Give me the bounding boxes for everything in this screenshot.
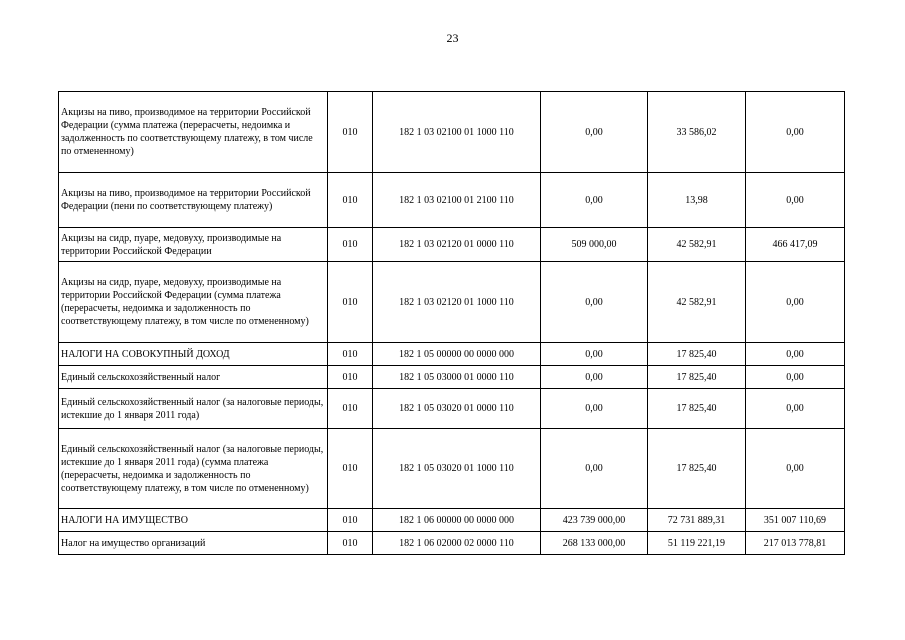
income-name-cell: Акцизы на сидр, пуаре, медовуху, производимые на территории Российской Федерации (сумма платежа (перерасчеты, недоимка и задолженность по соответствующему платежу, в том числе по отмененному) (59, 262, 328, 343)
executed-amount-cell: 33 586,02 (648, 92, 746, 173)
budget-classification-code-cell: 182 1 05 03020 01 0000 110 (373, 389, 541, 429)
page-number: 23 (446, 31, 459, 45)
executed-amount-cell: 17 825,40 (648, 366, 746, 389)
budget-classification-code-cell: 182 1 03 02120 01 1000 110 (373, 262, 541, 343)
line-code-cell: 010 (328, 228, 373, 262)
income-name-cell: Единый сельскохозяйственный налог (59, 366, 328, 389)
income-name-cell: НАЛОГИ НА ИМУЩЕСТВО (59, 509, 328, 532)
approved-amount-cell: 0,00 (541, 429, 648, 509)
income-name-cell: Акцизы на пиво, производимое на территории Российской Федерации (сумма платежа (перерасчеты, недоимка и задолженность по соответствующему платежу, в том числе по отмененному) (59, 92, 328, 173)
executed-amount-cell: 42 582,91 (648, 228, 746, 262)
line-code-cell: 010 (328, 262, 373, 343)
budget-classification-code-cell: 182 1 06 00000 00 0000 000 (373, 509, 541, 532)
unexecuted-amount-cell: 0,00 (746, 343, 845, 366)
income-name-cell: НАЛОГИ НА СОВОКУПНЫЙ ДОХОД (59, 343, 328, 366)
income-name-cell: Единый сельскохозяйственный налог (за налоговые периоды, истекшие до 1 января 2011 года) (сумма платежа (перерасчеты, недоимка и задолженность по соответствующему платежу, в том числе по отмененному) (59, 429, 328, 509)
table-row (59, 532, 845, 555)
unexecuted-amount-cell: 0,00 (746, 366, 845, 389)
income-name-cell: Налог на имущество организаций (59, 532, 328, 555)
table-row (59, 343, 845, 366)
approved-amount-cell: 268 133 000,00 (541, 532, 648, 555)
line-code-cell: 010 (328, 343, 373, 366)
income-name-cell: Единый сельскохозяйственный налог (за налоговые периоды, истекшие до 1 января 2011 года) (59, 389, 328, 429)
budget-classification-code-cell: 182 1 03 02100 01 2100 110 (373, 173, 541, 228)
unexecuted-amount-cell: 0,00 (746, 173, 845, 228)
executed-amount-cell: 17 825,40 (648, 389, 746, 429)
unexecuted-amount-cell: 217 013 778,81 (746, 532, 845, 555)
approved-amount-cell: 0,00 (541, 366, 648, 389)
budget-classification-code-cell: 182 1 05 03020 01 1000 110 (373, 429, 541, 509)
budget-classification-code-cell: 182 1 05 00000 00 0000 000 (373, 343, 541, 366)
unexecuted-amount-cell: 0,00 (746, 92, 845, 173)
executed-amount-cell: 72 731 889,31 (648, 509, 746, 532)
approved-amount-cell: 0,00 (541, 92, 648, 173)
table-row (59, 262, 845, 343)
unexecuted-amount-cell: 351 007 110,69 (746, 509, 845, 532)
approved-amount-cell: 423 739 000,00 (541, 509, 648, 532)
line-code-cell: 010 (328, 509, 373, 532)
revenue-table (58, 91, 845, 555)
executed-amount-cell: 17 825,40 (648, 343, 746, 366)
approved-amount-cell: 0,00 (541, 262, 648, 343)
line-code-cell: 010 (328, 429, 373, 509)
approved-amount-cell: 0,00 (541, 389, 648, 429)
unexecuted-amount-cell: 0,00 (746, 429, 845, 509)
income-name-cell: Акцизы на пиво, производимое на территории Российской Федерации (пени по соответствующему платежу) (59, 173, 328, 228)
line-code-cell: 010 (328, 92, 373, 173)
budget-classification-code-cell: 182 1 06 02000 02 0000 110 (373, 532, 541, 555)
executed-amount-cell: 42 582,91 (648, 262, 746, 343)
line-code-cell: 010 (328, 366, 373, 389)
executed-amount-cell: 51 119 221,19 (648, 532, 746, 555)
approved-amount-cell: 0,00 (541, 173, 648, 228)
unexecuted-amount-cell: 0,00 (746, 389, 845, 429)
budget-classification-code-cell: 182 1 05 03000 01 0000 110 (373, 366, 541, 389)
approved-amount-cell: 0,00 (541, 343, 648, 366)
table-row (59, 92, 845, 173)
table-row (59, 429, 845, 509)
table-row (59, 366, 845, 389)
table-row (59, 509, 845, 532)
line-code-cell: 010 (328, 532, 373, 555)
budget-classification-code-cell: 182 1 03 02120 01 0000 110 (373, 228, 541, 262)
income-name-cell: Акцизы на сидр, пуаре, медовуху, производимые на территории Российской Федерации (59, 228, 328, 262)
table-row (59, 228, 845, 262)
table-row (59, 173, 845, 228)
approved-amount-cell: 509 000,00 (541, 228, 648, 262)
executed-amount-cell: 17 825,40 (648, 429, 746, 509)
table-row (59, 389, 845, 429)
line-code-cell: 010 (328, 389, 373, 429)
unexecuted-amount-cell: 466 417,09 (746, 228, 845, 262)
unexecuted-amount-cell: 0,00 (746, 262, 845, 343)
executed-amount-cell: 13,98 (648, 173, 746, 228)
budget-classification-code-cell: 182 1 03 02100 01 1000 110 (373, 92, 541, 173)
line-code-cell: 010 (328, 173, 373, 228)
